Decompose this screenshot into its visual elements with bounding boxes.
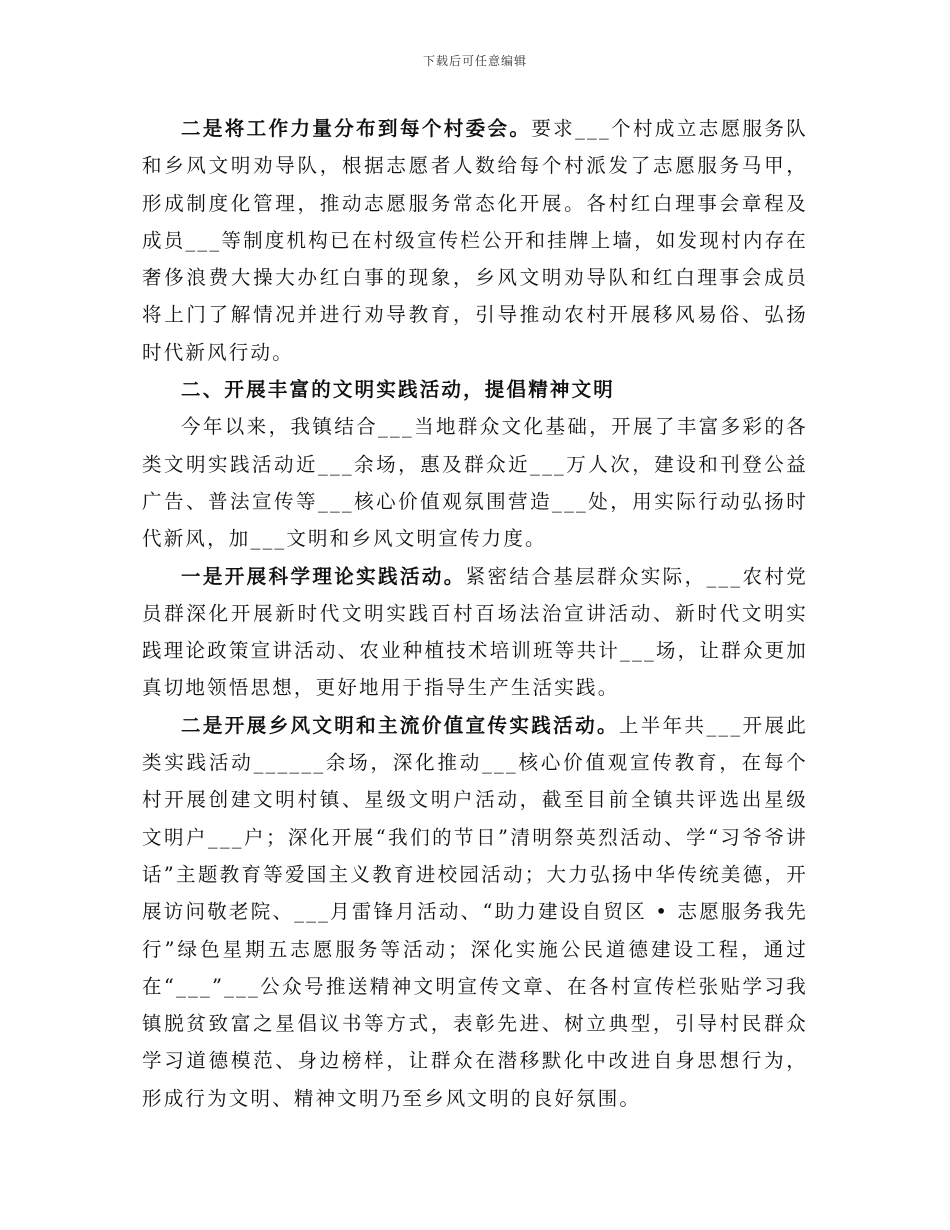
paragraph-text: 今年以来，我镇结合___当地群众文化基础，开展了丰富多彩的各类文明实践活动近___余场，惠及群众近___万人次，建设和刊登公益广告、普法宣传等___核心价值观氛围营造___处，用实际行动弘扬时代新风，加___文明和乡风文明宣传力度。: [142, 415, 808, 551]
document-body: [142, 110, 808, 1117]
header-note: 下载后可任意编辑: [422, 54, 527, 68]
paragraph-theory-practice: [142, 558, 808, 707]
paragraph-work-distribution: [142, 110, 808, 371]
paragraph-lead: 一是开展科学理论实践活动。: [181, 564, 466, 588]
paragraph-lead: 二是将工作力量分布到每个村委会。: [181, 117, 532, 140]
paragraph-text: 上半年共___开展此类实践活动______余场，深化推动___核心价值观宣传教育，在每个村开展创建文明村镇、星级文明户活动，截至目前全镇共评选出星级文明户___户；深化开展“我们的节日”清明祭英烈活动、学“习爷爷讲话”主题教育等爱国主义教育进校园活动；大力弘扬中华传统美德，开展访问敬老院、___月雷锋月活动、“助力建设自贸区 • 志愿服务我先行”绿色星期五志愿服务等活动；深化实施公民道德建设工程，通过在“___”___公众号推送精神文明宣传文章、在各村宣传栏张贴学习我镇脱贫致富之星倡议书等方式，表彰先进、树立典型，引导村民群众学习道德模范、身边榜样，让群众在潜移默化中改进自身思想行为，形成行为文明、精神文明乃至乡风文明的良好氛围。: [142, 713, 808, 1110]
paragraph-text: 紧密结合基层群众实际，___农村党员群深化开展新时代文明实践百村百场法治宣讲活动、新时代文明实践理论政策宣讲活动、农业种植技术培训班等共计___场，让群众更加真切地领悟思想，更好地用于指导生产生活实践。: [142, 564, 808, 700]
paragraph-civility-promotion: [142, 707, 808, 1117]
paragraph-overview: [142, 408, 808, 557]
paragraph-lead: 二是开展乡风文明和主流价值宣传实践活动。: [181, 713, 619, 737]
section-heading: 二、开展丰富的文明实践活动，提倡精神文明: [181, 378, 616, 402]
paragraph-text: 要求___个村成立志愿服务队和乡风文明劝导队，根据志愿者人数给每个村派发了志愿服务马甲，形成制度化管理，推动志愿服务常态化开展。各村红白理事会章程及成员___等制度机构已在村级宣传栏公开和挂牌上墙，如发现村内存在奢侈浪费大操大办红白事的现象，乡风文明劝导队和红白理事会成员将上门了解情况并进行劝导教育，引导推动农村开展移风易俗、弘扬时代新风行动。: [142, 117, 808, 364]
